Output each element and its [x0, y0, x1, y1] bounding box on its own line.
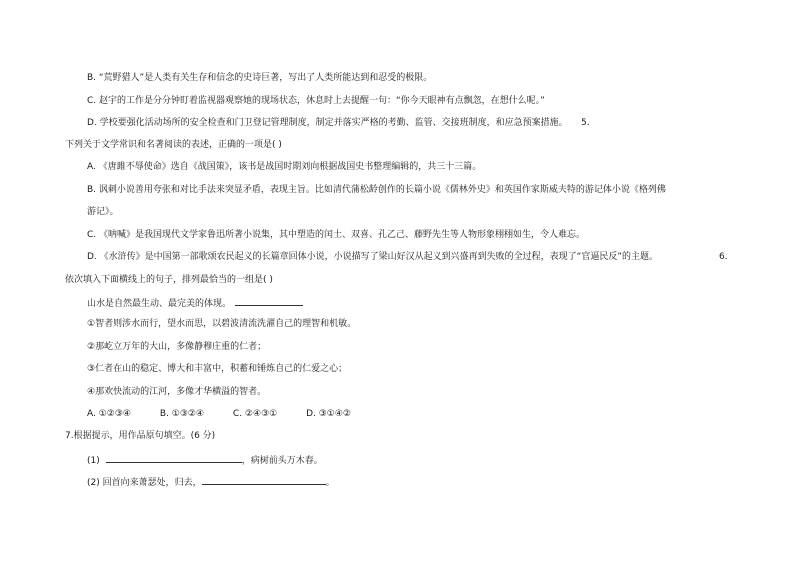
option-c-sentence: C. 赵宇的工作是分分钟盯着监视器观察她的现场状态，休息时上去提醒一句：“你今天眼神有点飘忽，在想什么呢。”: [87, 96, 545, 106]
q7-blank-1[interactable]: [106, 453, 242, 463]
fill-blank[interactable]: [235, 296, 303, 306]
q6-option-a[interactable]: A. ①②③④: [87, 409, 131, 419]
q6-option-c[interactable]: C. ②④③①: [232, 409, 278, 419]
q5-option-c: C. 《呐喊》是我国现代文学家鲁迅所著小说集，其中塑造的闰土、双喜、孔乙己、藤野先生等人物形象栩栩如生，令人难忘。: [87, 230, 586, 240]
question-number-6: 6.: [719, 252, 728, 262]
q6-sentence-3: ③仁者在山的稳定、博大和丰富中，积蓄和锤炼自己的仁爱之心；: [87, 364, 348, 374]
q6-option-b[interactable]: B. ①③②④: [159, 409, 205, 419]
question-number-5: 5.: [581, 118, 590, 128]
option-d-sentence: D. 学校要强化活动场所的安全检查和门卫登记管理制度，制定并落实严格的考勤、监管、交接班制度，和应急预案措施。: [87, 118, 568, 128]
q6-lead-sentence: 山水是自然最生动、最完美的体现。: [87, 296, 303, 310]
q6-option-d[interactable]: D. ③①④②: [306, 409, 352, 419]
option-b-sentence: B. “荒野猎人”是人类有关生存和信念的史诗巨著，写出了人类所能达到和忍受的极限。: [87, 73, 433, 83]
q5-option-d: D. 《水浒传》是中国第一部歌颂农民起义的长篇章回体小说，小说描写了梁山好汉从起义到兴盛再到失败的全过程，表现了“官逼民反”的主题。: [87, 252, 658, 262]
q5-option-b: B. 讽刺小说善用夸张和对比手法来突显矛盾，表现主旨。比如清代蒲松龄创作的长篇小说《儒林外史》和英国作家斯威夫特的游记体小说《格列佛: [87, 185, 666, 195]
q7-item-2: (2) 回首向来萧瑟处，归去， 。: [87, 475, 335, 489]
question-6-stem: 依次填入下面横线上的句子，排列最恰当的一组是( ): [65, 275, 273, 285]
q6-sentence-4: ④那欢快流动的江河，多像才华横溢的智者。: [87, 387, 267, 397]
q6-sentence-1: ①智者则涉水而行，望水而思，以碧波清流洗濯自己的理智和机敏。: [87, 319, 357, 329]
q5-option-a: A. 《唐雎不辱使命》选自《战国策》，该书是战国时期刘向根据战国史书整理编辑的，共三十三篇。: [87, 162, 482, 172]
q5-option-b-cont: 游记》。: [87, 207, 119, 217]
q6-options: [87, 408, 377, 420]
q7-blank-2[interactable]: [202, 475, 326, 485]
q7-item-1: (1) ，病树前头万木春。: [87, 453, 323, 467]
q6-sentence-2: ②那屹立万年的大山，多像静穆庄重的仁者；: [87, 342, 267, 352]
question-7-stem: 7.根据提示，用作品原句填空。(6 分): [65, 431, 216, 441]
question-5-stem: 下列关于文学常识和名著阅读的表述，正确的一项是( ): [65, 140, 282, 150]
